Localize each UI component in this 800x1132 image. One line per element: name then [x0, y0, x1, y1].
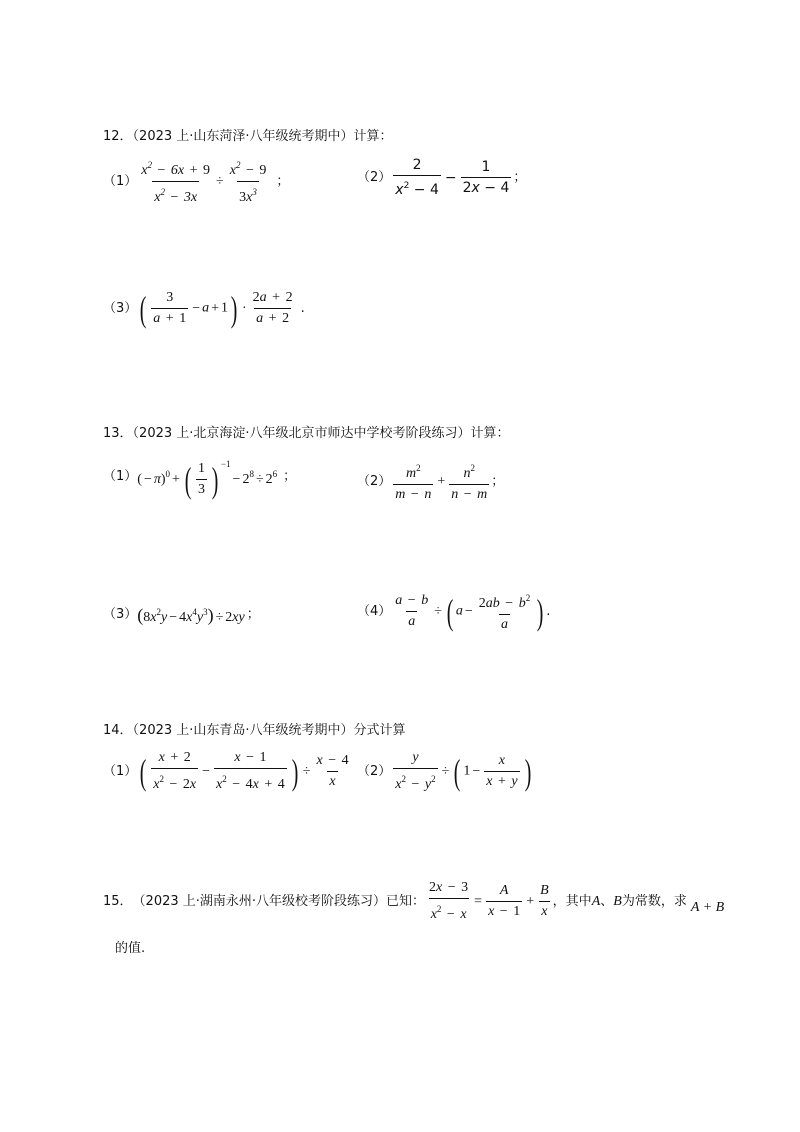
question-number: 12．: [103, 129, 133, 144]
part-tail: .: [300, 300, 305, 316]
question-instruction: 计算：: [470, 426, 510, 441]
part-tail: .: [546, 603, 551, 619]
q12-part-2: [357, 157, 526, 198]
question-source: （2023 上·湖南永州·八年级校考阶段练习）: [132, 893, 387, 909]
q13-part-1: [103, 455, 296, 498]
q14-part-2: [357, 750, 534, 793]
part-tail: ；: [491, 473, 505, 489]
question-instruction: 分式计算: [353, 723, 406, 738]
question-13-heading: [103, 425, 510, 443]
part-label: （1）: [103, 468, 138, 484]
part-label: （2）: [357, 763, 392, 779]
part-tail: ；: [246, 607, 260, 622]
part-tail: ；: [283, 468, 297, 484]
q15-equation: $\frac{2x - 3}{x^2 - x}$ = $\frac{A}{x - 1}$ + $\frac{B}{x}$: [429, 880, 549, 922]
part-tail: ；: [513, 169, 527, 185]
part-label: （1）: [103, 763, 138, 779]
q12-part-3: [103, 290, 305, 327]
part-label: （2）: [357, 169, 392, 185]
part-label: （3）: [103, 300, 138, 316]
q15-sum-expression: A + B: [690, 899, 725, 915]
q15-letter-b: B: [613, 893, 622, 909]
q12-part-1-expression: $\frac{x^2 - 6x + 9}{x^2 - 3x}$ ÷ $\frac{x^2 - 9}{3x^3}$: [141, 160, 267, 205]
question-14-heading: [103, 722, 406, 740]
question-source: （2023 上·北京海淀·八年级北京市师达中学校考阶段练习）: [132, 426, 471, 441]
q13-part-1-expression: ( − π)$^0$ + ( $\frac{1}{3}$ ) $^{-1}- 2^8 \div 2^6$: [137, 459, 278, 500]
q14-part-1-expression: ( $\frac{x + 2}{x^2 - 2x}$ − $\frac{x - 1}{x^2 - 4x + 4}$ ) ÷ $\frac{x - 4}{x}$: [139, 750, 349, 792]
q13-part-4: [357, 590, 550, 633]
question-source: （2023 上·山东青岛·八年级统考期中）: [132, 723, 354, 738]
q13-part-3: [103, 603, 260, 627]
q12-part-1: [103, 157, 289, 206]
q12-part-2-expression: $\frac{2}{x^2 - 4}$ − $\frac{1}{2x - 4}$: [395, 157, 510, 198]
question-instruction: 计算：: [353, 129, 393, 144]
question-given: 已知：: [386, 893, 426, 909]
q14-part-1: [103, 750, 353, 793]
part-label: （4）: [357, 603, 392, 619]
q13-part-4-expression: $\frac{a - b}{a}$ ÷ ( a − $\frac{2ab - b^2}{a}$ ): [395, 591, 544, 632]
part-label: （1）: [103, 173, 138, 189]
question-number: 13．: [103, 426, 133, 441]
q15-middle-text: ，其中: [552, 893, 592, 909]
q15-constants-text: 为常数，求: [621, 893, 687, 909]
q15-letter-a: A: [591, 893, 601, 909]
q13-part-2-expression: $\frac{m^2}{m - n}$ + $\frac{n^2}{n - m}$: [395, 463, 488, 502]
question-number: 14．: [103, 723, 133, 738]
question-source: （2023 上·山东菏泽·八年级统考期中）: [132, 129, 354, 144]
q12-part-3-expression: ( $\frac{3}{a + 1}$ − a + 1) · $\frac{2a + 2}{a + 2}$: [139, 288, 293, 329]
q15-separator: 、: [600, 893, 614, 909]
question-12-heading: [103, 128, 393, 146]
part-label: （2）: [357, 473, 392, 489]
q13-part-3-expression: $(8x^2y - 4x^4y^3) \div 2xy$: [137, 605, 245, 625]
question-15-heading: [103, 880, 724, 923]
part-label: （3）: [103, 607, 138, 622]
q14-part-2-expression: $\frac{y}{x^2 - y^2}$ ÷ ( 1 − $\frac{x}{x + y}$ ): [395, 750, 531, 792]
question-number: 15．: [103, 893, 133, 909]
q13-part-2: [357, 460, 504, 503]
question-15-tail: 的值.: [115, 941, 146, 956]
part-tail: ；: [276, 173, 290, 189]
